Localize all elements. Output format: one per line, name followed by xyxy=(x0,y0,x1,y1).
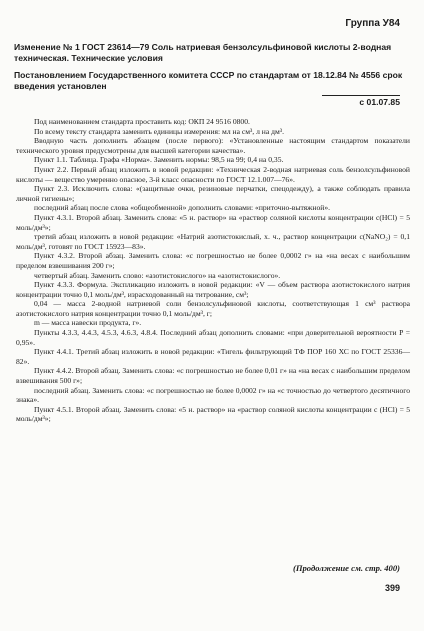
paragraph: последний абзац после слова «общеобменной» дополнить словами: «приточно-вытяжной». xyxy=(34,203,331,213)
paragraph: Под наименованием стандарта проставить код: ОКП 24 9516 0800. xyxy=(34,117,250,126)
paragraph: Пункт 4.4.2. Второй абзац. Заменить слова: «с погрешностью не более 0,01 г» на «на весах с наибольшим пределом взвешивания 500 г»; xyxy=(16,366,410,386)
continuation-note: (Продолжение см. стр. 400) xyxy=(292,563,400,573)
page-number: 399 xyxy=(384,583,400,593)
paragraph: Пункт 4.5.1. Второй абзац. Заменить слова: «5 н. раствор» на «раствор соляной кислоты концентрации с (HCl) = 5 моль/дм³»; xyxy=(16,404,410,424)
paragraph: Вводную часть дополнить абзацем (после первого): «Установленные настоящим стандартом показатели технического уровня предусмотрены для высшей категории качества». xyxy=(16,136,410,155)
paragraph: Пункты 4.3.3, 4.4.3, 4.5.3, 4.6.3, 4.8.4. Последний абзац дополнить словами: «при доверительной вероятности P = 0,95». xyxy=(16,328,410,347)
paragraph: Пункт 4.3.1. Второй абзац. Заменить слова: «5 н. раствор» на «раствор соляной кислоты концентрации c(HCl) = 5 моль/дм³»; xyxy=(16,212,410,232)
paragraph: третий абзац изложить в новой редакции: «Натрий азотистокислый, х. ч., раствор концентрации c(NaNO₂) = 0,1 моль/дм³, готовят по ГОСТ 15923—83». xyxy=(16,232,410,251)
body-text xyxy=(16,117,410,424)
paragraph: Пункт 4.3.3. Формула. Экспликацию изложить в новой редакции: «V — объем раствора азотистокислого натрия концентрации точно 0,1 моль/дм³, израсходованный на титрование, см³; xyxy=(16,280,410,299)
effective-date: с 01.07.85 xyxy=(322,95,400,107)
paragraph: Пункт 1.1. Таблица. Графа «Норма». Заменить нормы: 98,5 на 99; 0,4 на 0,35. xyxy=(34,155,284,165)
paragraph: последний абзац. Заменить слова: «с погрешностью не более 0,0002 г» на «с точностью до четвертого десятичного знака». xyxy=(16,385,410,405)
paragraph: По всему тексту стандарта заменить единицы измерения: мл на см³, л на дм³. xyxy=(34,126,284,136)
group-code: Группа У84 xyxy=(345,18,400,29)
paragraph: 0,04 — масса 2-водной натриевой соли бензолсульфиновой кислоты, соответствующая 1 см³ раствора азотистокислого натрия концентрации точно 0,1 моль/дм³, г; xyxy=(16,299,410,318)
paragraph: четвертый абзац. Заменить слово: «азотистокислого» на «азотистокислого». xyxy=(34,270,281,280)
paragraph: Пункт 2.2. Первый абзац изложить в новой редакции: «Техническая 2-водная натриевая соль бензолсульфиновой кислоты — вещество умеренно опасное, 3-й класс опасности по ГОСТ 12.1.007—76». xyxy=(16,164,410,184)
paragraph: Пункт 4.3.2. Второй абзац. Заменить слова: «с погрешностью не более 0,0002 г» на «на весах с наибольшим пределом взвешивания 200 г»; xyxy=(16,251,410,270)
paragraph: m — масса навески продукта, г». xyxy=(34,318,142,328)
change-title: Изменение № 1 ГОСТ 23614—79 Соль натриевая бензолсульфиновой кислоты 2-водная техническая. Технические условия xyxy=(14,42,392,63)
paragraph: Пункт 4.4.1. Третий абзац изложить в новой редакции: «Тигель фильтрующий ТФ ПОР 160 ХС по ГОСТ 25336—82». xyxy=(16,347,410,366)
decree-line: Постановлением Государственного комитета СССР по стандартам от 18.12.84 № 4556 срок введения установлен xyxy=(14,70,403,91)
paragraph: Пункт 2.3. Исключить слова: «(защитные очки, резиновые перчатки, спецодежду), а также соблюдать правила личной гигиены»; xyxy=(16,184,410,203)
